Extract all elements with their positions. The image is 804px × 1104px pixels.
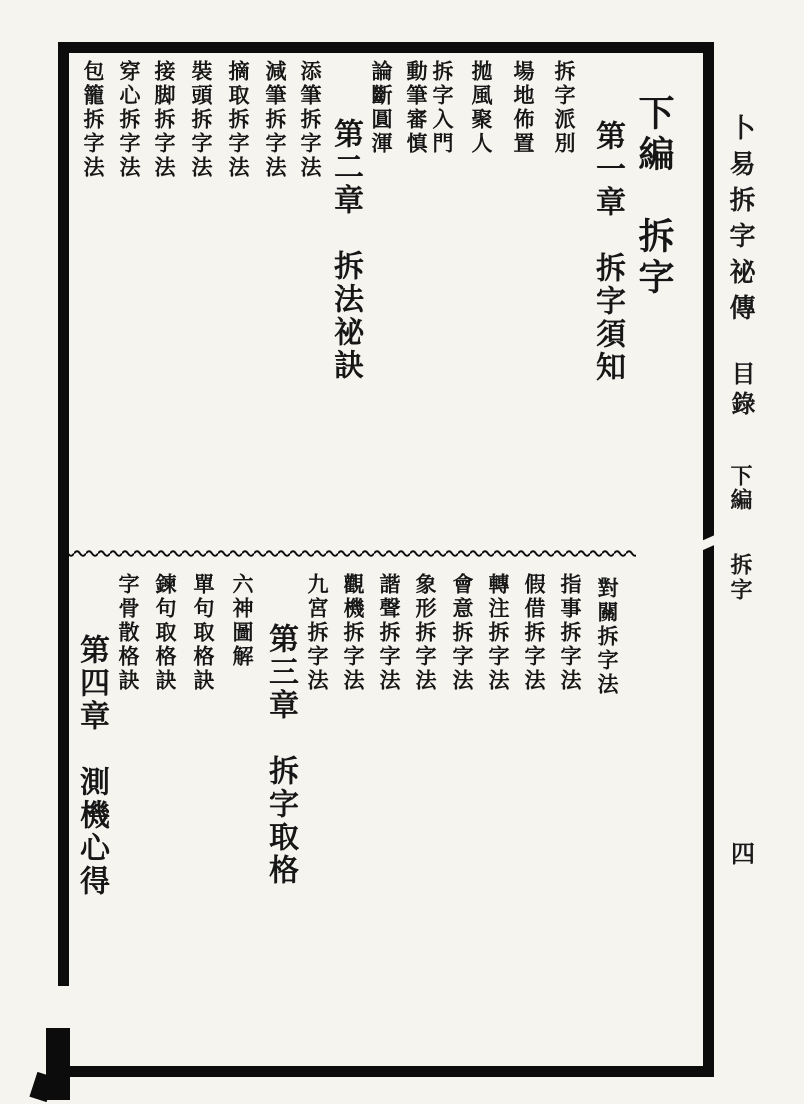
running-title-section: 目錄 xyxy=(727,361,753,421)
toc-item: 九宮拆字法 xyxy=(305,573,329,693)
running-title-book: 卜易拆字祕傳 xyxy=(726,114,755,330)
toc-item: 假借拆字法 xyxy=(522,573,546,693)
toc-item: 減筆拆字法 xyxy=(263,60,287,180)
toc-item: 單句取格訣 xyxy=(191,573,215,693)
toc-item: 觀機拆字法 xyxy=(341,573,365,693)
chapter-heading: 第三章 拆字取格 xyxy=(264,623,297,887)
toc-item: 裝頭拆字法 xyxy=(189,60,213,180)
toc-item: 轉注拆字法 xyxy=(486,573,510,693)
running-title xyxy=(727,114,753,603)
toc-item: 拆字派別 xyxy=(552,60,576,156)
part-heading: 下編 拆字 xyxy=(634,94,674,299)
toc-item: 穿心拆字法 xyxy=(117,60,141,180)
running-title-part: 下編 xyxy=(728,464,753,512)
toc-item: 論斷圓渾 xyxy=(369,60,393,156)
toc-item: 諧聲拆字法 xyxy=(377,573,401,693)
toc-item: 鍊句取格訣 xyxy=(153,573,177,693)
toc-item: 會意拆字法 xyxy=(450,573,474,693)
toc-item: 拋風聚人 xyxy=(469,60,493,156)
toc-item: 象形拆字法 xyxy=(413,573,437,693)
running-title-topic: 拆字 xyxy=(728,553,753,603)
toc-item: 對關拆字法 xyxy=(595,577,619,697)
toc-item: 場地佈置 xyxy=(511,60,535,156)
toc-item: 拆字入門 xyxy=(430,60,454,156)
toc-item: 指事拆字法 xyxy=(558,573,582,693)
toc-item: 六神圖解 xyxy=(230,573,254,669)
toc-item: 字骨散格訣 xyxy=(116,573,140,693)
chapter-heading: 第一章 拆字須知 xyxy=(591,120,624,384)
toc-item: 動筆審慎 xyxy=(404,60,428,156)
folio-number: 四 xyxy=(731,842,755,868)
chapter-heading: 第四章 測機心得 xyxy=(75,634,108,898)
toc-item: 包籠拆字法 xyxy=(81,60,105,180)
register-divider-wavy-rule xyxy=(62,547,636,558)
toc-item: 摘取拆字法 xyxy=(226,60,250,180)
toc-item: 添筆拆字法 xyxy=(298,60,322,180)
toc-item: 接脚拆字法 xyxy=(152,60,176,180)
border-break xyxy=(55,986,73,1032)
chapter-heading: 第二章 拆法祕訣 xyxy=(329,118,362,382)
